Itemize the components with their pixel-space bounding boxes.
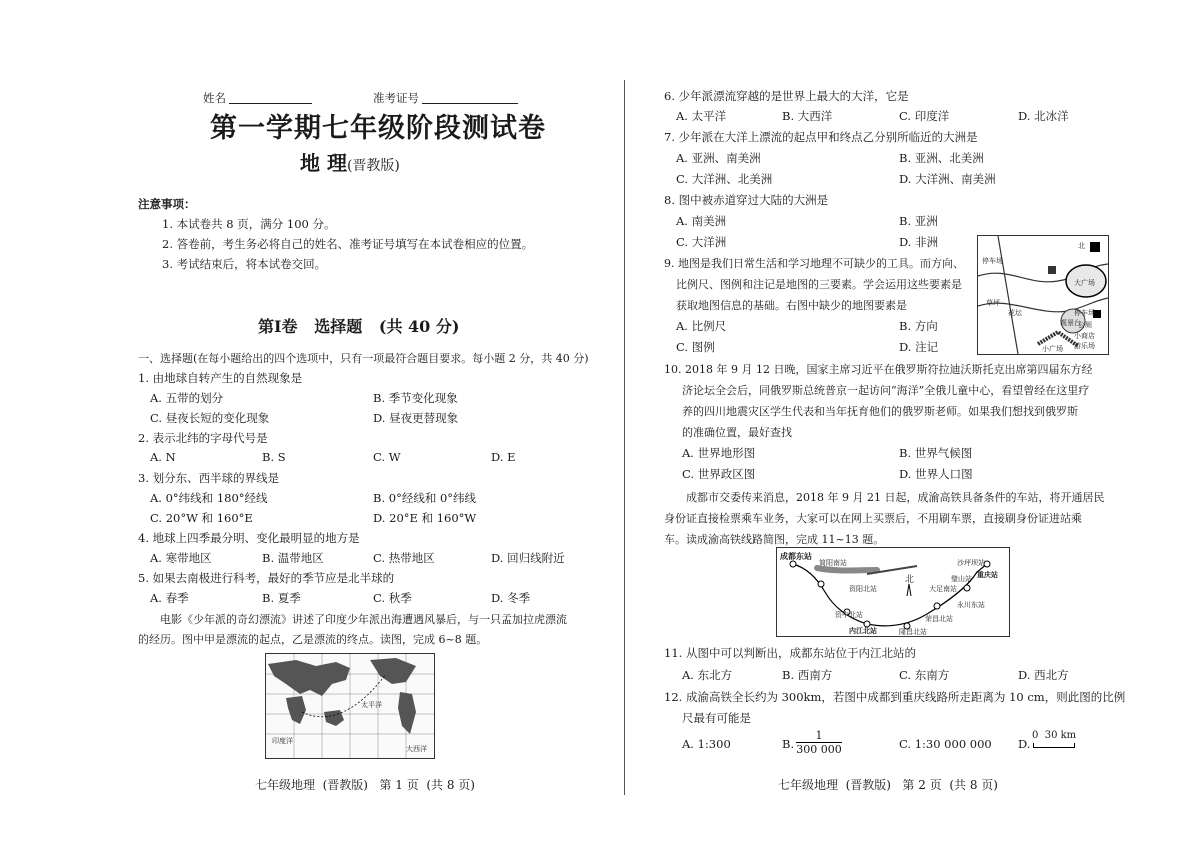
park-label: 草坪 (986, 299, 1000, 307)
option: D. 大洋洲、南美洲 (899, 172, 996, 186)
passage-line: 车。读成渝高铁线路简图，完成 11~13 题。 (664, 533, 885, 546)
option: C. W (373, 450, 401, 464)
option: C. 图例 (676, 340, 715, 354)
question-8: 8. 图中被赤道穿过大陆的大洲是 (664, 193, 829, 207)
rail-station: 沙坪坝站 (957, 559, 985, 567)
subject-line (300, 147, 400, 176)
page-divider (624, 80, 625, 795)
question-9-line: 比例尺、图例和注记是地图的三要素。学会运用这些要素是 (676, 278, 962, 291)
question-4: 4. 地球上四季最分明、变化最明显的地方是 (138, 531, 360, 545)
option-a: A. 1:300 (682, 737, 731, 751)
option: B. S (262, 450, 286, 464)
option: A. 0°纬线和 180°经线 (150, 491, 268, 505)
option: A. 春季 (150, 591, 189, 605)
section-title: 第Ⅰ卷 选择题 (共 40 分) (258, 317, 460, 336)
option: B. 季节变化现象 (373, 391, 458, 405)
rail-station: 大足南站 (929, 585, 957, 593)
option: C. 热带地区 (373, 551, 435, 565)
question-6: 6. 少年派漂流穿越的是世界上最大的大洋，它是 (664, 89, 909, 103)
park-label: 停车场 (1074, 309, 1095, 317)
park-map-figure (977, 235, 1109, 355)
scale-bar (1033, 743, 1075, 748)
option: A. 太平洋 (676, 109, 727, 123)
option: A. 亚洲、南美洲 (676, 151, 761, 165)
passage-line: 电影《少年派的奇幻漂流》讲述了印度少年派出海遭遇风暴后，与一只孟加拉虎漂流 (160, 613, 567, 626)
option: B. 大西洋 (782, 109, 833, 123)
option: D. 昼夜更替现象 (373, 411, 459, 425)
page-footer: 七年级地理 (晋教版) 第 1 页 (共 8 页) (255, 778, 475, 792)
option: C. 印度洋 (899, 109, 950, 123)
map-label-atlantic: 大西洋 (406, 745, 427, 753)
question-5: 5. 如果去南极进行科考，最好的季节应是北半球的 (138, 571, 395, 585)
rail-station: 成都东站 (780, 551, 812, 561)
option: D. 世界人口图 (899, 467, 973, 481)
passage-line: 身份证直接检票乘车业务，大家可以在网上买票后，不用刷车票，直接刷身份证进站乘 (664, 512, 1082, 525)
rail-map-figure (776, 547, 1010, 637)
subject-name: 地 理 (300, 151, 347, 175)
page-footer: 七年级地理 (晋教版) 第 2 页 (共 8 页) (778, 778, 998, 792)
name-label: 姓名 (203, 91, 226, 105)
id-label: 准考证号 (373, 91, 419, 105)
option: D. 20°E 和 160°W (373, 511, 477, 525)
question-9-line: 9. 地图是我们日常生活和学习地理不可缺少的工具。而方向、 (664, 257, 964, 270)
passage-line: 的经历。图中甲是漂流的起点，乙是漂流的终点。读图，完成 6~8 题。 (138, 633, 488, 646)
option: C. 秋季 (373, 591, 412, 605)
option: A. 东北方 (682, 668, 733, 682)
question-2: 2. 表示北纬的字母代号是 (138, 431, 268, 445)
passage-line: 成都市交委传来消息，2018 年 9 月 21 日起，成渝高铁具备条件的车站，将开通居民 (686, 491, 1105, 504)
park-label: 小商店 (1074, 332, 1095, 340)
notice-item: 1. 本试卷共 8 页，满分 100 分。 (162, 217, 336, 231)
option: D. 北冰洋 (1018, 109, 1069, 123)
option: D. E (491, 450, 516, 464)
park-label: 公厕 (1078, 321, 1092, 329)
option: B. 0°经线和 0°纬线 (373, 491, 477, 505)
option: A. 南美洲 (676, 214, 727, 228)
rail-station: 隆昌北站 (899, 628, 927, 636)
option: B. 亚洲、北美洲 (899, 151, 984, 165)
notice-item: 3. 考试结束后，将本试卷交回。 (162, 257, 327, 271)
option: C. 大洋洲 (676, 235, 727, 249)
right-page (630, 0, 1200, 849)
question-3: 3. 划分东、西半球的界线是 (138, 471, 280, 485)
option: A. 比例尺 (676, 319, 727, 333)
option-d-scale-text: 0 30 km (1032, 730, 1077, 741)
option-b-fraction (796, 729, 842, 756)
option: A. 五带的划分 (150, 391, 224, 405)
question-10-line: 的准确位置，最好查找 (682, 426, 792, 439)
rail-station: 荣昌北站 (925, 615, 953, 623)
option: C. 大洋洲、北美洲 (676, 172, 773, 186)
rail-north-label: 北 (905, 575, 915, 585)
rail-station: 永川东站 (957, 601, 985, 609)
question-12-line: 12. 成渝高铁全长约为 300km，若图中成都到重庆线路所走距离为 10 cm，则此图的比例 (664, 690, 1126, 704)
option: B. 世界气候图 (899, 446, 973, 460)
question-10-line: 养的四川地震灾区学生代表和当年抚育他们的俄罗斯老师。如果我们想找到俄罗斯 (682, 405, 1078, 418)
rail-station: 重庆站 (977, 570, 998, 579)
id-underline (422, 103, 518, 104)
fraction-numerator: 1 (796, 729, 842, 743)
notice-title: 注意事项： (138, 197, 196, 211)
section-intro: 一、选择题(在每小题给出的四个选项中，只有一项最符合题目要求。每小题 2 分，共 40 分) (138, 352, 589, 365)
option: C. 20°W 和 160°E (150, 511, 253, 525)
park-label: 停车场 (982, 257, 1003, 265)
option: A. 世界地形图 (682, 446, 756, 460)
option: D. 非洲 (899, 235, 939, 249)
rail-station: 璧山站 (951, 575, 972, 583)
option: B. 夏季 (262, 591, 301, 605)
question-11: 11. 从图中可以判断出，成都东站位于内江北站的 (664, 646, 916, 660)
question-1: 1. 由地球自转产生的自然现象是 (138, 371, 303, 385)
notice-item: 2. 答卷前，考生务必将自己的姓名、准考证号填写在本试卷相应的位置。 (162, 237, 534, 251)
option: B. 亚洲 (899, 214, 938, 228)
exam-title: 第一学期七年级阶段测试卷 (210, 113, 546, 144)
question-9-line: 获取地图信息的基础。右图中缺少的地图要素是 (676, 299, 907, 312)
rail-station: 简阳南站 (819, 559, 847, 567)
rail-station: 资中北站 (835, 611, 863, 619)
park-label: 小广场 (1042, 345, 1063, 353)
map-label-indian: 印度洋 (272, 737, 293, 745)
option: D. 回归线附近 (491, 551, 565, 565)
question-12-line: 尺最有可能是 (682, 711, 751, 725)
option: D. 西北方 (1018, 668, 1069, 682)
option-c: C. 1:30 000 000 (899, 737, 992, 751)
option: A. N (150, 450, 176, 464)
option: D. 注记 (899, 340, 939, 354)
option: A. 寒带地区 (150, 551, 212, 565)
option-d-prefix: D. (1018, 737, 1031, 751)
option: C. 世界政区图 (682, 467, 756, 481)
question-10-line: 10. 2018 年 9 月 12 日晚，国家主席习近平在俄罗斯符拉迪沃斯托克出席第四届东方经 (664, 363, 1093, 376)
world-map-figure (265, 653, 435, 759)
question-10-line: 济论坛全会后，同俄罗斯总统普京一起访问“海洋”全俄儿童中心，看望曾经在这里疗 (682, 384, 1090, 397)
option: C. 东南方 (899, 668, 950, 682)
rail-station: 资阳北站 (849, 585, 877, 593)
park-label: 大广场 (1074, 279, 1095, 287)
park-label: 游乐场 (1074, 342, 1095, 350)
rail-station: 内江北站 (849, 626, 877, 635)
option: C. 昼夜长短的变化现象 (150, 411, 270, 425)
option: B. 方向 (899, 319, 938, 333)
map-label-pacific: 太平洋 (361, 701, 382, 709)
option-b-prefix: B. (782, 737, 795, 751)
name-underline (229, 103, 312, 104)
park-label: 观景台 (1060, 319, 1081, 327)
edition: (晋教版) (346, 158, 400, 174)
fraction-denominator: 300 000 (796, 743, 842, 756)
question-7: 7. 少年派在大洋上漂流的起点甲和终点乙分别所临近的大洲是 (664, 130, 978, 144)
option: D. 冬季 (491, 591, 531, 605)
park-north: 北 (1078, 242, 1085, 250)
option: B. 西南方 (782, 668, 833, 682)
park-label: 花坛 (1008, 309, 1022, 317)
option: B. 温带地区 (262, 551, 324, 565)
